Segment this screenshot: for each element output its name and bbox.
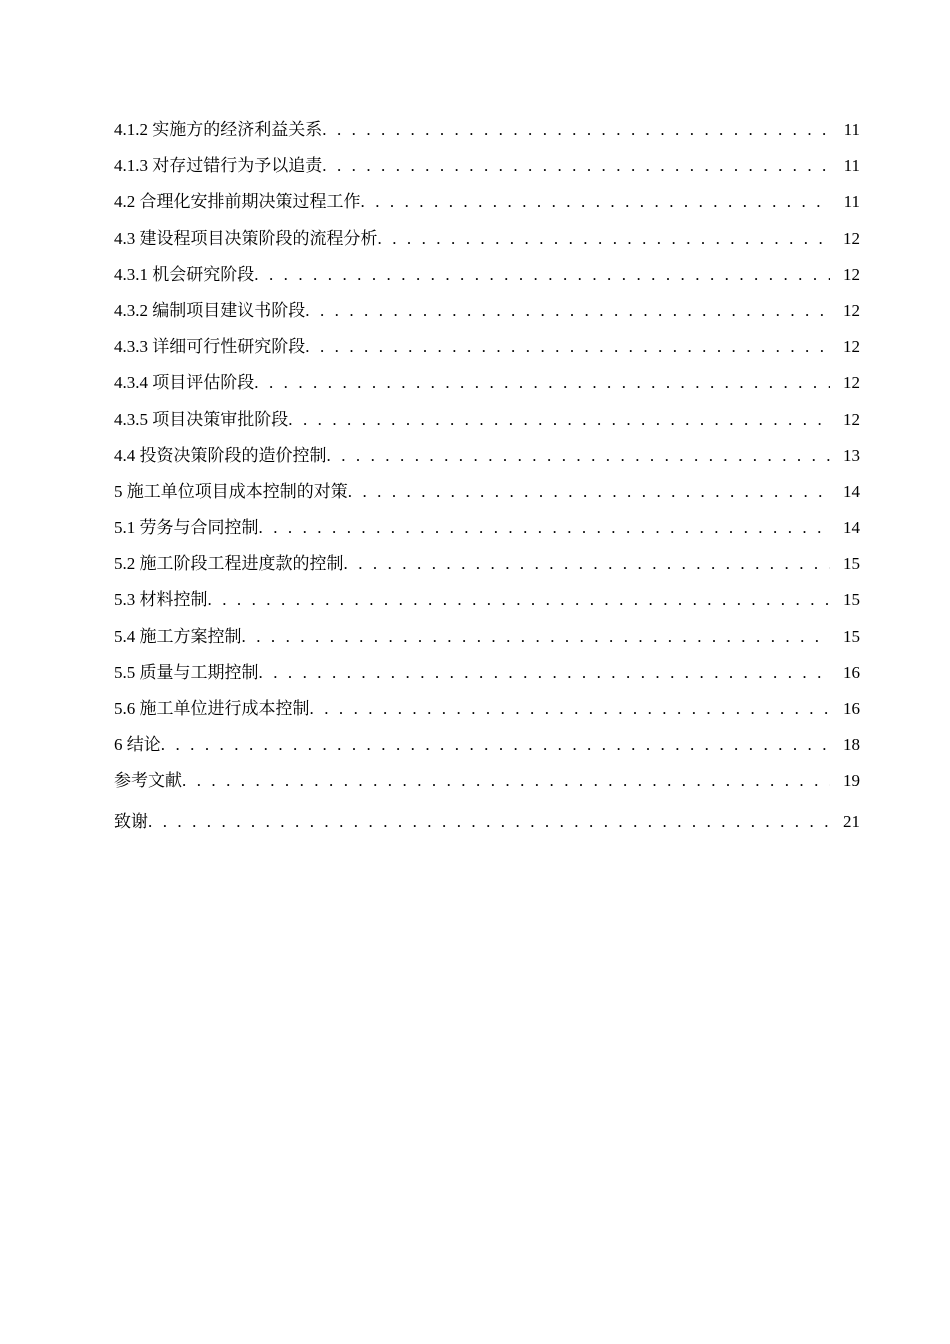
toc-entry: [114, 619, 860, 655]
toc-entry-title: 4.4 投资决策阶段的造价控制: [114, 445, 327, 465]
toc-dot-leader: [310, 691, 831, 727]
toc-entry-page: 12: [843, 300, 860, 320]
toc-entry-title: 4.2 合理化安排前期决策过程工作: [114, 192, 361, 212]
toc-entry: [114, 763, 860, 799]
toc-entry: [114, 329, 860, 365]
toc-entry-page: 15: [843, 554, 860, 574]
toc-entry: [114, 510, 860, 546]
toc-dot-leader: [348, 474, 830, 510]
toc-entry-title: 5 施工单位项目成本控制的对策: [114, 481, 348, 501]
toc-entry-page: 13: [843, 445, 860, 465]
toc-entry-title: 5.2 施工阶段工程进度款的控制: [114, 554, 344, 574]
toc-dot-leader: [182, 763, 830, 799]
toc-entry: [114, 802, 860, 842]
toc-entry-page: 16: [843, 662, 860, 682]
toc-entry-title: 6 结论: [114, 735, 161, 755]
toc-entry-page: 14: [843, 481, 860, 501]
toc-entry: [114, 438, 860, 474]
toc-entry-page: 12: [843, 264, 860, 284]
toc-entry-page: 21: [843, 811, 860, 831]
toc-dot-leader: [288, 402, 830, 438]
toc-entry-title: 5.4 施工方案控制: [114, 626, 242, 646]
toc-dot-leader: [254, 257, 830, 293]
toc-dot-leader: [305, 329, 830, 365]
toc-entry-title: 5.3 材料控制: [114, 590, 208, 610]
toc-dot-leader: [259, 510, 831, 546]
toc-entry-page: 12: [843, 228, 860, 248]
toc-entry: [114, 655, 860, 691]
toc-entry-page: 15: [843, 590, 860, 610]
toc-entry-page: 15: [843, 626, 860, 646]
toc-entry-page: 12: [843, 409, 860, 429]
toc-entry-page: 12: [843, 373, 860, 393]
toc-dot-leader: [254, 365, 830, 401]
toc-entry: [114, 112, 860, 148]
toc-dot-leader: [378, 221, 831, 257]
toc-dot-leader: [148, 802, 830, 842]
toc-dot-leader: [305, 293, 830, 329]
toc-entry-title: 4.3.3 详细可行性研究阶段: [114, 337, 306, 357]
toc-entry-title: 参考文献: [114, 771, 182, 791]
toc-entry: [114, 221, 860, 257]
table-of-contents: [114, 112, 860, 842]
toc-entry-page: 12: [843, 337, 860, 357]
toc-dot-leader: [161, 727, 830, 763]
toc-entry-title: 4.3.2 编制项目建议书阶段: [114, 300, 306, 320]
toc-entry: [114, 402, 860, 438]
toc-entry-page: 19: [843, 771, 860, 791]
toc-dot-leader: [322, 148, 830, 184]
toc-entry-page: 18: [843, 735, 860, 755]
toc-entry: [114, 148, 860, 184]
toc-entry: [114, 691, 860, 727]
toc-entry-title: 4.3.1 机会研究阶段: [114, 264, 255, 284]
toc-entry-page: 11: [843, 120, 860, 139]
toc-dot-leader: [208, 582, 831, 618]
toc-entry: [114, 365, 860, 401]
toc-entry: [114, 184, 860, 220]
toc-entry-title: 4.3 建设程项目决策阶段的流程分析: [114, 228, 378, 248]
toc-entry-page: 11: [843, 192, 860, 212]
toc-entry: [114, 474, 860, 510]
toc-dot-leader: [327, 438, 831, 474]
toc-entry: [114, 546, 860, 582]
toc-entry-title: 5.5 质量与工期控制: [114, 662, 259, 682]
toc-entry: [114, 293, 860, 329]
toc-entry-title: 5.1 劳务与合同控制: [114, 518, 259, 538]
toc-entry-page: 16: [843, 699, 860, 718]
toc-dot-leader: [322, 112, 830, 148]
toc-entry-page: 11: [843, 156, 860, 176]
toc-dot-leader: [259, 655, 831, 691]
toc-entry: [114, 582, 860, 618]
toc-entry-title: 致谢: [114, 811, 148, 831]
toc-entry-title: 4.1.2 实施方的经济利益关系: [114, 120, 323, 139]
toc-entry: [114, 257, 860, 293]
toc-entry-title: 4.3.4 项目评估阶段: [114, 373, 255, 393]
toc-entry: [114, 727, 860, 763]
toc-dot-leader: [344, 546, 831, 582]
toc-dot-leader: [242, 619, 831, 655]
toc-entry-title: 5.6 施工单位进行成本控制: [114, 699, 310, 718]
toc-entry-title: 4.3.5 项目决策审批阶段: [114, 409, 289, 429]
toc-entry-title: 4.1.3 对存过错行为予以追责: [114, 156, 323, 176]
toc-entry-page: 14: [843, 518, 860, 538]
toc-dot-leader: [361, 184, 831, 220]
